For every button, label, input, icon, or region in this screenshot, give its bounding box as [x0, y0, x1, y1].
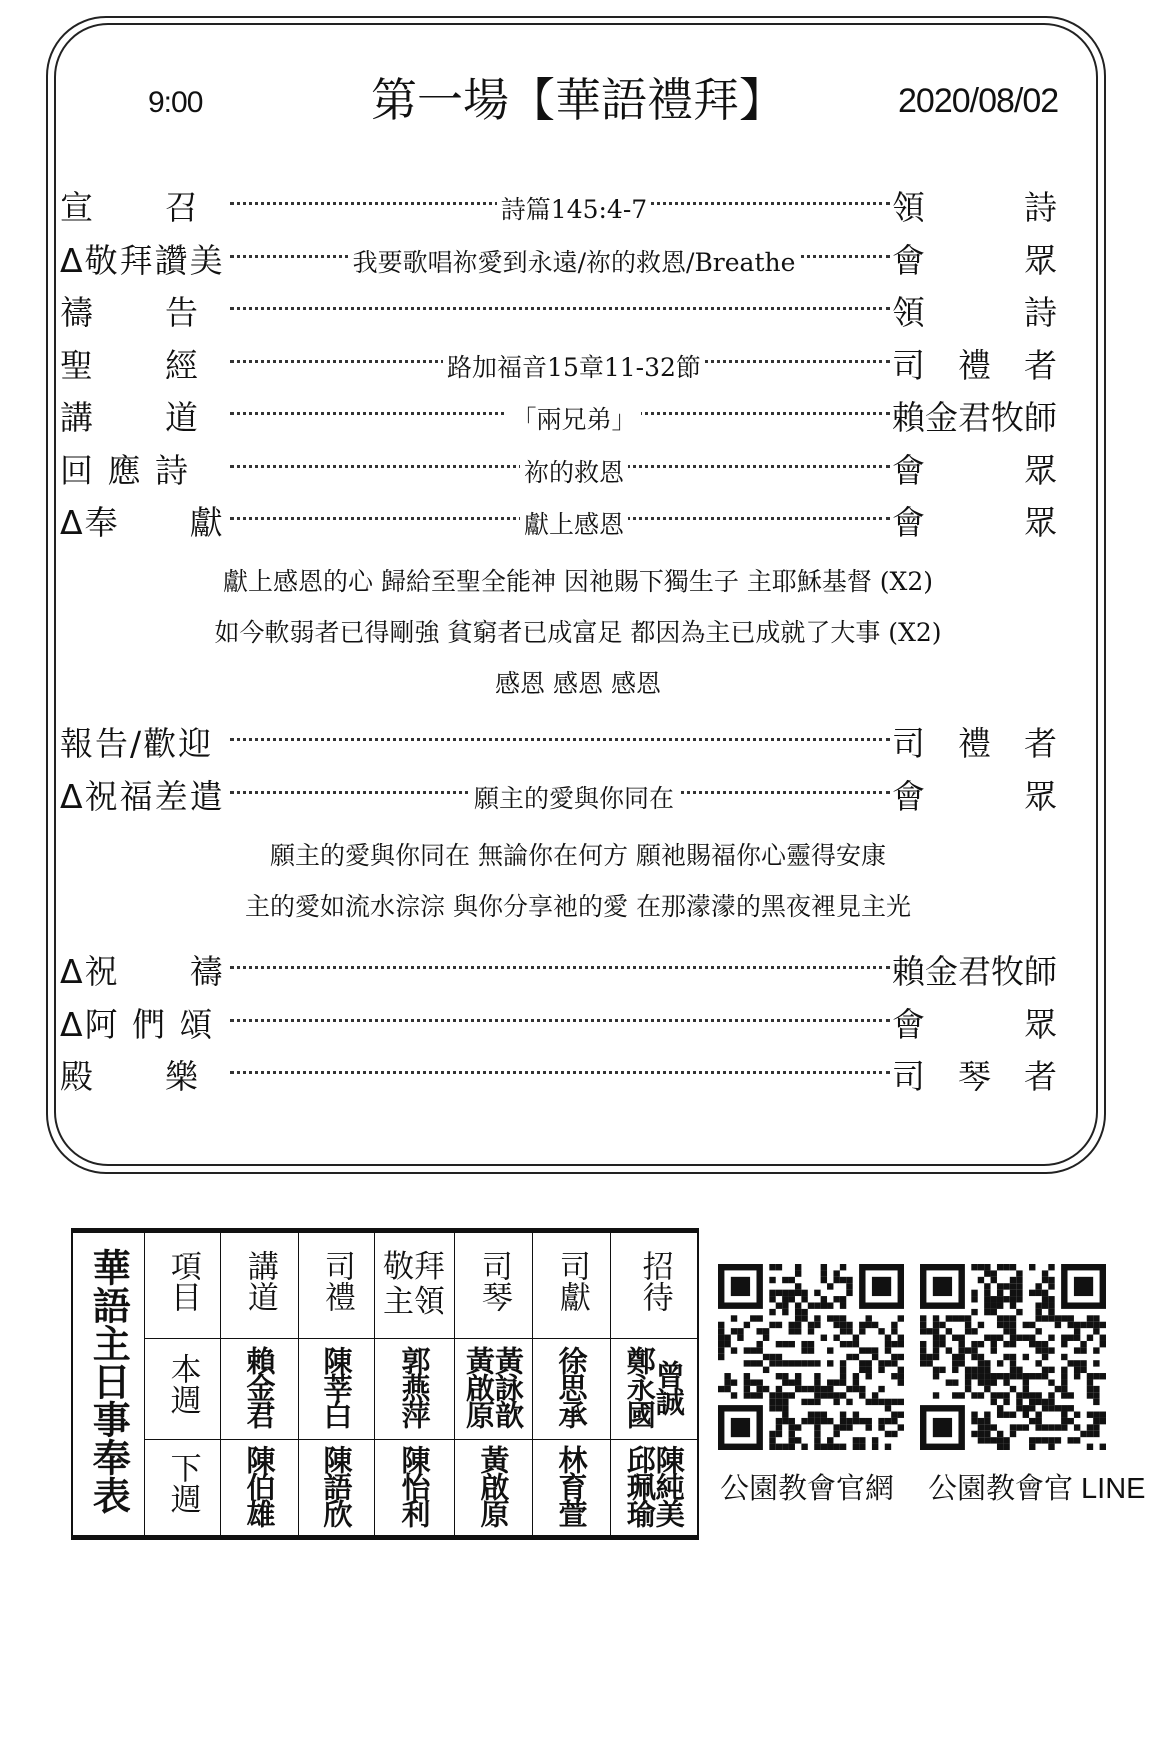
ministry-roster-table [71, 1228, 699, 1540]
service-item-leader: 司 琴 者 [892, 1051, 1080, 1098]
service-item-leader: 司 禮 者 [892, 718, 1080, 765]
roster-cell: 陳伯雄 [220, 1440, 298, 1538]
service-item-row [60, 445, 1080, 495]
service-item-leader: 會 眾 [892, 771, 1080, 818]
service-item-leader: 司 禮 者 [892, 340, 1080, 387]
qr-label-line: 公園教會官 LINE [928, 1473, 1146, 1505]
service-item-name: 講 道 [60, 398, 200, 437]
service-item-detail-text: 詩篇145:4-7 [497, 195, 651, 224]
service-item-row [60, 946, 1080, 996]
service-item-name: Δ阿 們 頌 [60, 1004, 215, 1044]
service-item-name: 宣 召 [60, 188, 200, 227]
service-date: 2020/08/02 [898, 82, 1059, 120]
qr-code-line[interactable] [920, 1264, 1106, 1450]
leader-dots [230, 1071, 890, 1074]
roster-header-item: 項目 [144, 1231, 220, 1339]
roster-cell: 曾誠 鄭永國 [610, 1338, 698, 1440]
service-item-row [60, 287, 1080, 337]
service-item-row [60, 718, 1080, 768]
service-item-name: 回 應 詩 [60, 450, 190, 490]
service-item-name: Δ祝 禱 [60, 952, 225, 991]
roster-cell: 黃啟原 [454, 1440, 532, 1538]
service-item-name: 報告/歡迎 [60, 724, 214, 763]
lyric-line: 感恩 感恩 感恩 [495, 669, 661, 698]
leader-dots [230, 738, 890, 741]
service-item-leader: 會 眾 [892, 497, 1080, 544]
service-time: 9:00 [148, 86, 203, 119]
service-item-row [60, 340, 1080, 390]
leader-dots [230, 966, 890, 969]
lyric-line: 願主的愛與你同在 無論你在何方 願祂賜福你心靈得安康 [270, 841, 886, 870]
qr-code-website[interactable] [718, 1264, 904, 1450]
service-item-detail-text: 路加福音15章11-32節 [443, 353, 705, 382]
service-item-name: 聖 經 [60, 345, 200, 385]
service-item-row [60, 771, 1080, 821]
roster-cell: 黃詠歆 黃啟原 [454, 1338, 532, 1440]
roster-cell: 徐思承 [532, 1338, 610, 1440]
roster-this-week-label: 本週 [144, 1338, 220, 1440]
lyric-line: 獻上感恩的心 歸給至聖全能神 因祂賜下獨生子 主耶穌基督 (X2) [223, 567, 933, 596]
service-item-leader: 領 詩 [892, 287, 1080, 334]
service-item-leader: 賴金君牧師 [892, 946, 1080, 993]
service-item-row [60, 999, 1080, 1049]
service-item-name: 殿 樂 [60, 1057, 200, 1096]
qr-label-website: 公園教會官網 [720, 1473, 895, 1505]
service-item-detail-text: 願主的愛與你同在 [470, 784, 678, 813]
roster-header-sermon: 講道 [220, 1231, 298, 1339]
roster-cell: 林育萱 [532, 1440, 610, 1538]
service-title: 第一場【華語禮拜】 [371, 73, 785, 127]
service-item-name: 禱 告 [60, 293, 200, 332]
roster-cell: 陳純美 邱珮瑜 [610, 1440, 698, 1538]
service-item-name: Δ奉 獻 [60, 503, 225, 542]
lyric-line: 如今軟弱者已得剛強 貧窮者已成富足 都因為主已成就了大事 (X2) [214, 618, 942, 647]
service-item-detail-text: 「兩兄弟」 [507, 405, 640, 434]
roster-cell: 郭燕萍 [374, 1338, 454, 1440]
lyric-line: 主的愛如流水淙淙 與你分享祂的愛 在那濛濛的黑夜裡見主光 [245, 892, 911, 921]
service-item-row [60, 1051, 1080, 1101]
service-item-row [60, 182, 1080, 232]
service-item-detail-text: 我要歌唱祢愛到永遠/祢的救恩/Breathe [349, 248, 800, 277]
roster-cell: 賴金君 [220, 1338, 298, 1440]
service-item-name: Δ祝福差遣 [60, 776, 225, 816]
service-item-leader: 會 眾 [892, 445, 1080, 492]
service-item-row [60, 497, 1080, 547]
roster-title: 華語主日事奉表 [72, 1231, 144, 1538]
service-item-leader: 會 眾 [892, 235, 1080, 282]
roster-header-usher: 招待 [610, 1231, 698, 1339]
roster-header-liturgist: 司禮 [298, 1231, 374, 1339]
service-item-row [60, 235, 1080, 285]
service-item-row [60, 392, 1080, 442]
service-item-name: Δ敬拜讚美 [60, 240, 225, 280]
service-item-leader: 領 詩 [892, 182, 1080, 229]
service-item-detail-text: 祢的救恩 [520, 458, 628, 487]
roster-next-week-label: 下週 [144, 1440, 220, 1538]
roster-cell: 陳語欣 [298, 1440, 374, 1538]
roster-cell: 陳怡利 [374, 1440, 454, 1538]
leader-dots [230, 307, 890, 310]
service-item-leader: 會 眾 [892, 999, 1080, 1046]
roster-header-worship-lead: 敬拜主領 [374, 1231, 454, 1339]
service-item-detail-text: 獻上感恩 [520, 510, 628, 539]
roster-cell: 陳莘白 [298, 1338, 374, 1440]
roster-header-pianist: 司琴 [454, 1231, 532, 1339]
roster-header-offering: 司獻 [532, 1231, 610, 1339]
leader-dots [230, 1019, 890, 1022]
service-item-leader: 賴金君牧師 [892, 392, 1080, 439]
